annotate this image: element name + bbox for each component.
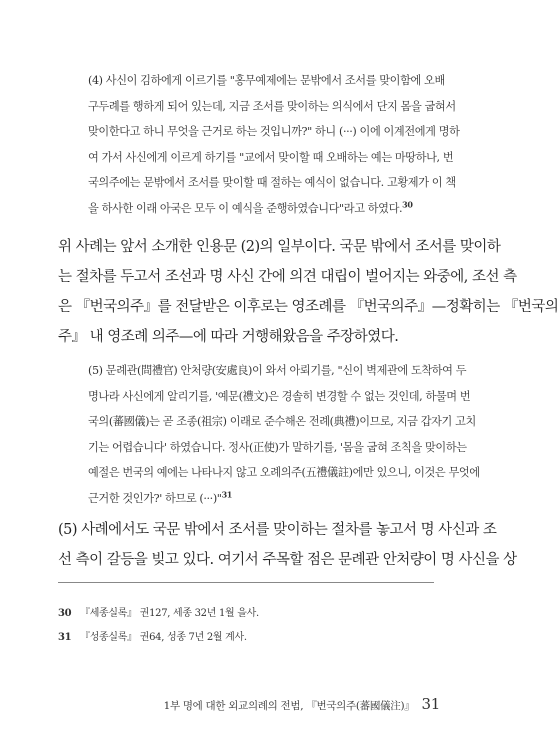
quote-block-4 (88, 68, 460, 221)
footnote-number: 31 (58, 632, 72, 643)
quote-line: 맞이한다고 하니 무엇을 근거로 하는 것입니까?" 하니 (···) 이에 이계전에게 명하 (88, 125, 460, 138)
quote-line: 예절은 번국의 예에는 나타나지 않고 오례의주(五禮儀註)에만 있으니, 이것은 무엇에 (88, 466, 480, 479)
quote-line: 기는 어렵습니다' 하였습니다. 정사(正使)가 말하기를, '몸을 굽혀 조칙을 맞이하는 (88, 440, 467, 454)
body-paragraph-2 (58, 515, 517, 575)
running-title: 1부 명에 대한 외교의례의 전범, 『번국의주(蕃國儀注)』 (163, 700, 415, 712)
page-footer (164, 695, 440, 713)
quote-line: (5) 문례관(問禮官) 안처량(安處良)이 와서 아뢰기를, "신이 벽제관에 도착하여 두 (88, 364, 467, 377)
footnote-31 (58, 628, 247, 643)
body-paragraph-1 (58, 232, 558, 352)
body-line: 은 『번국의주』를 전달받은 이후로는 영조례를 『번국의주』—정확히는 『번국의 (58, 299, 558, 315)
quote-block-5 (88, 358, 480, 511)
body-line: 는 절차를 두고서 조선과 명 사신 간에 의견 대립이 벌어지는 와중에, 조선 측 (58, 269, 517, 285)
quote-line: (4) 사신이 김하에게 이르기를 "홍무예제에는 문밖에서 조서를 맞이함에 오배 (88, 74, 445, 87)
quote-line: 근거한 것인가?' 하므로 (···)"$^{31}$ (88, 488, 232, 505)
footnote-text: 『세종실록』 권127, 세종 32년 1월 을사. (80, 608, 259, 619)
footnote-text: 『성종실록』 권64, 성종 7년 2월 계사. (80, 632, 247, 643)
body-line: 위 사례는 앞서 소개한 인용문 (2)의 일부이다. 국문 밖에서 조서를 맞이하 (58, 239, 501, 255)
footnote-ref-31[interactable]: 31 (221, 488, 232, 499)
footnote-30 (58, 604, 259, 619)
body-line: 선 측이 갈등을 빚고 있다. 여기서 주목할 점은 문례관 안처량이 명 사신을 상 (58, 552, 517, 568)
page-number: 31 (421, 695, 440, 713)
quote-line: 국의(蕃國儀)는 곧 조종(祖宗) 이래로 준수해온 전례(典禮)이므로, 지금 갑자기 고치 (88, 415, 476, 428)
footnote-number: 30 (58, 608, 72, 619)
body-line: (5) 사례에서도 국문 밖에서 조서를 맞이하는 절차를 놓고서 명 사신과 조 (58, 522, 497, 538)
footnote-ref-30[interactable]: 30 (402, 198, 413, 209)
quote-line: 국의주에는 문밖에서 조서를 맞이할 때 절하는 예식이 없습니다. 고황제가 이 책 (88, 176, 456, 189)
quote-line: 을 하사한 이래 아국은 모두 이 예식을 준행하였습니다"라고 하였다.$^{30}$ (88, 198, 413, 215)
quote-line: 명나라 사신에게 알리기를, '예문(禮文)은 경솔히 변경할 수 없는 것인데, 하물며 번 (88, 389, 471, 403)
quote-line: 구두례를 행하게 되어 있는데, 지금 조서를 맞이하는 의식에서 단지 몸을 굽혀서 (88, 99, 456, 113)
footnote-divider (58, 582, 434, 583)
quote-line: 여 가서 사신에게 이르게 하기를 "교에서 맞이할 때 오배하는 예는 마땅하나, 번 (88, 150, 454, 164)
body-line: 주』 내 영조례 의주—에 따라 거행해왔음을 주장하였다. (58, 329, 399, 345)
